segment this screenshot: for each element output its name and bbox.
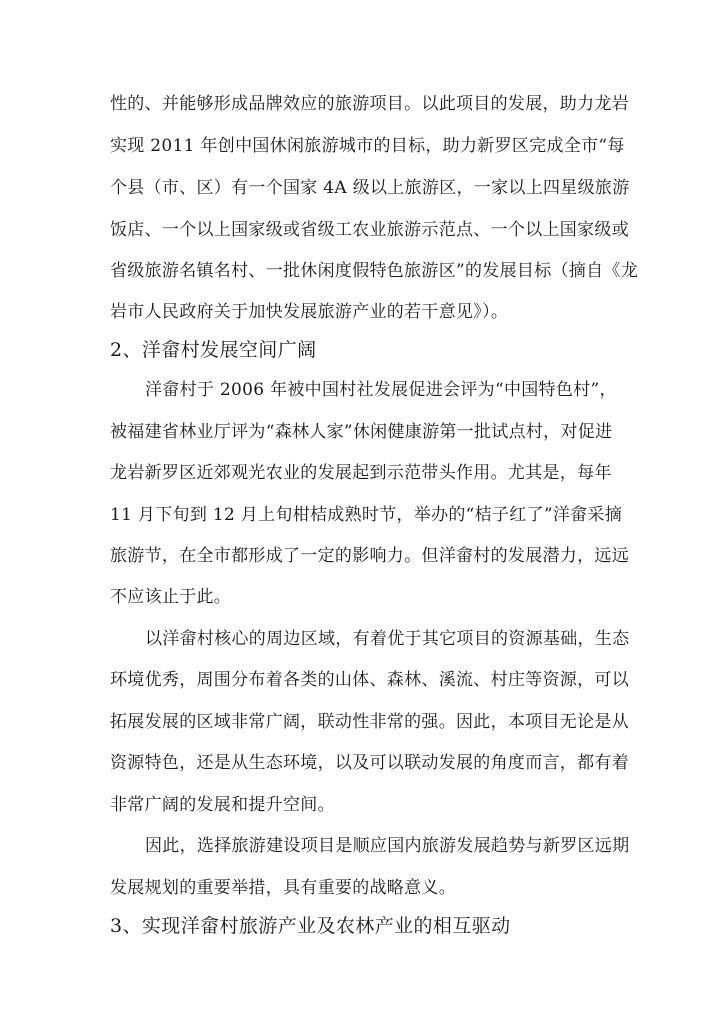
paragraph-3-line-3: 拓展发展的区域非常广阔，联动性非常的强。因此，本项目无论是从 (110, 712, 629, 732)
paragraph-2-line-4: 11 月下旬到 12 月上旬柑桔成熟时节，举办的“桔子红了”洋畲采摘 (110, 505, 623, 525)
paragraph-2-line-6: 不应该止于此。 (110, 587, 232, 607)
paragraph-1-line-6: 岩市人民政府关于加快发展旅游产业的若干意见》）。 (110, 302, 509, 322)
paragraph-1-line-4: 饭店、一个以上国家级或省级工农业旅游示范点、一个以上国家级或 (110, 220, 629, 240)
paragraph-3-line-1: 以洋畲村核心的周边区域，有着优于其它项目的资源基础，生态 (145, 629, 630, 649)
paragraph-2-line-5: 旅游节，在全市都形成了一定的影响力。但洋畲村的发展潜力，远远 (110, 546, 629, 566)
paragraph-1-line-1: 性的、并能够形成品牌效应的旅游项目。以此项目的发展，助力龙岩 (110, 94, 629, 114)
section-heading-2: 2、洋畲村发展空间广阔 (110, 339, 317, 361)
paragraph-3-line-2: 环境优秀，周围分布着各类的山体、森林、溪流、村庄等资源，可以 (110, 670, 629, 690)
paragraph-3-line-4: 资源特色，还是从生态环境，以及可以联动发展的角度而言，都有着 (110, 753, 629, 773)
paragraph-1-line-2: 实现 2011 年创中国休闲旅游城市的目标，助力新罗区完成全市“每 (110, 136, 625, 156)
paragraph-2-line-3: 龙岩新罗区近郊观光农业的发展起到示范带头作用。尤其是，每年 (110, 463, 612, 483)
paragraph-1-line-5: 省级旅游名镇名村、一批休闲度假特色旅游区”的发展目标（摘自《龙 (110, 261, 638, 281)
paragraph-4-line-1: 因此，选择旅游建设项目是顺应国内旅游发展趋势与新罗区远期 (145, 836, 630, 856)
paragraph-1-line-3: 个县（市、区）有一个国家 4A 级以上旅游区，一家以上四星级旅游 (110, 178, 630, 198)
section-heading-3: 3、实现洋畲村旅游产业及农林产业的相互驱动 (110, 915, 511, 937)
paragraph-2-line-1: 洋畲村于 2006 年被中国村社发展促进会评为“中国特色村”， (145, 380, 617, 400)
paragraph-4-line-2: 发展规划的重要举措，具有重要的战略意义。 (110, 878, 456, 898)
paragraph-2-line-2: 被福建省林业厅评为“森林人家”休闲健康游第一批试点村，对促进 (110, 422, 613, 442)
paragraph-3-line-5: 非常广阔的发展和提升空间。 (110, 795, 335, 815)
